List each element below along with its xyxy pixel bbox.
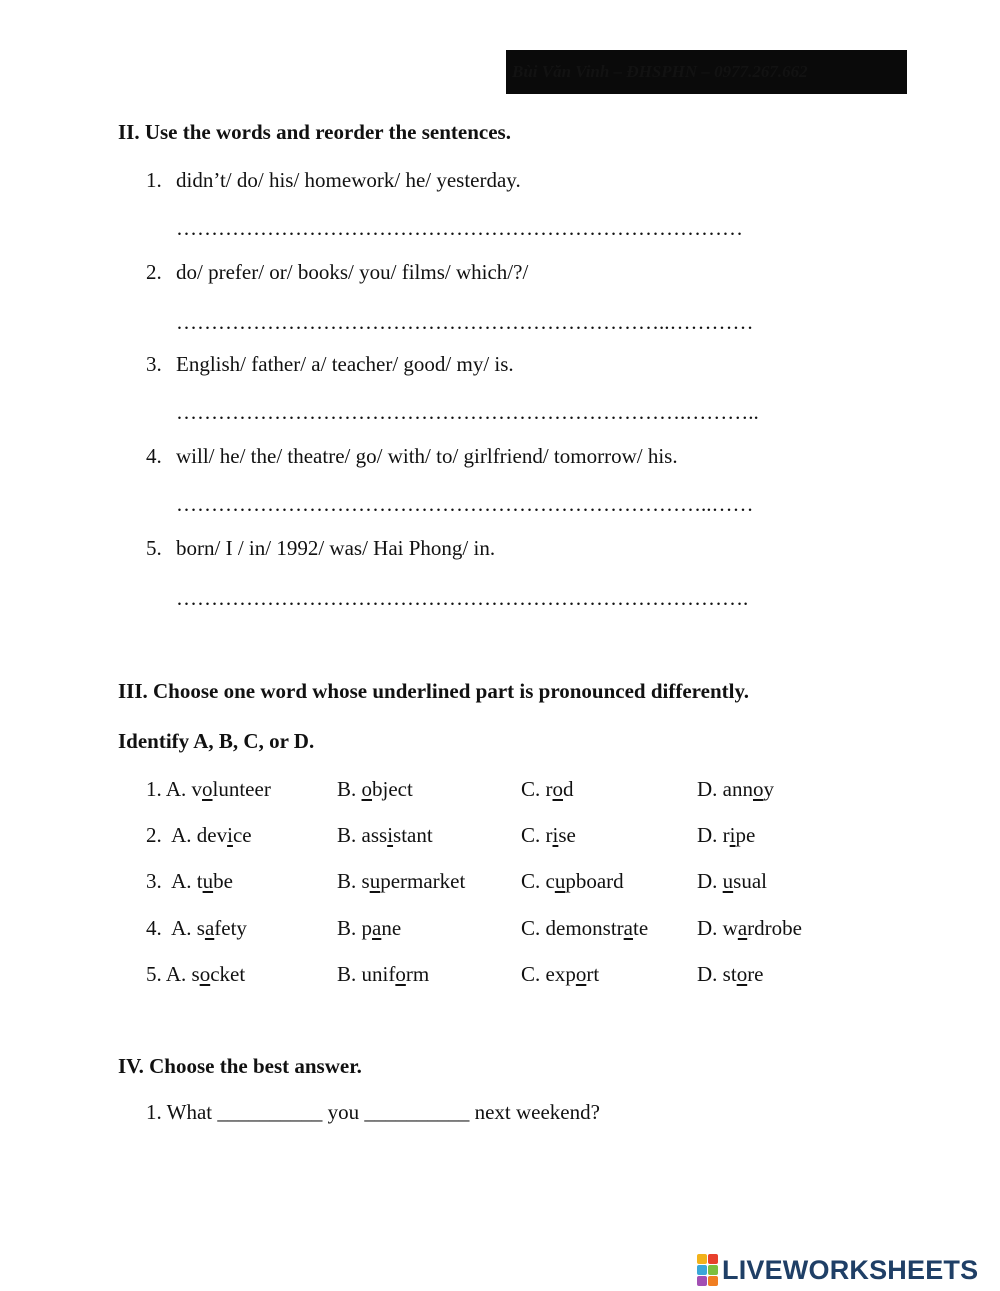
liveworksheets-logo-text: LIVEWORKSHEETS [722, 1254, 979, 1285]
pron-q1-option-b[interactable]: B. object [337, 777, 413, 801]
reorder-item-text: didn’t/ do/ his/ homework/ he/ yesterday. [176, 168, 521, 192]
pron-q3-option-a[interactable]: 3. A. tube [146, 869, 233, 893]
pron-q3-option-d[interactable]: D. usual [697, 869, 767, 893]
answer-line-3[interactable]: ……………………………………………………………….……….. [176, 400, 759, 424]
reorder-item-5: 5. born/ I / in/ 1992/ was/ Hai Phong/ in. [146, 536, 496, 560]
section-4-title: IV. Choose the best answer. [118, 1054, 362, 1078]
pron-q4-option-d[interactable]: D. wardrobe [697, 916, 802, 940]
answer-line-2[interactable]: ……………………………………………………………..………… [176, 310, 754, 334]
pron-q4-option-c[interactable]: C. demonstrate [521, 916, 649, 940]
reorder-item-1: 1. didn’t/ do/ his/ homework/ he/ yesterday. [146, 168, 521, 192]
pron-q2-option-d[interactable]: D. ripe [697, 823, 756, 847]
reorder-item-3: 3. English/ father/ a/ teacher/ good/ my/ is. [146, 352, 514, 376]
pron-q5-option-b[interactable]: B. uniform [337, 962, 430, 986]
pron-q2-option-a[interactable]: 2. A. device [146, 823, 252, 847]
section-2-title: II. Use the words and reorder the sentences. [118, 120, 511, 144]
reorder-item-text: do/ prefer/ or/ books/ you/ films/ which/?/ [176, 260, 529, 284]
liveworksheets-logo-icon [697, 1254, 718, 1286]
pron-q1-option-c[interactable]: C. rod [521, 777, 574, 801]
answer-line-4[interactable]: …………………………………………………………………..…… [176, 492, 754, 516]
pron-q2-option-b[interactable]: B. assistant [337, 823, 433, 847]
pron-q1-option-d[interactable]: D. annoy [697, 777, 774, 801]
pron-q5-option-d[interactable]: D. store [697, 962, 764, 986]
pron-q3-option-b[interactable]: B. supermarket [337, 869, 466, 893]
pron-q5-option-a[interactable]: 5. A. socket [146, 962, 246, 986]
pron-q1-option-a[interactable]: 1. A. volunteer [146, 777, 271, 801]
reorder-item-text: born/ I / in/ 1992/ was/ Hai Phong/ in. [176, 536, 496, 560]
pron-q2-option-c[interactable]: C. rise [521, 823, 576, 847]
section-3-instruction: Identify A, B, C, or D. [118, 729, 315, 753]
pron-q4-option-b[interactable]: B. pane [337, 916, 402, 940]
reorder-item-text: English/ father/ a/ teacher/ good/ my/ is. [176, 352, 514, 376]
author-header-box [506, 50, 907, 94]
answer-line-5[interactable]: ………………………………………………………………………. [176, 586, 749, 610]
answer-line-1[interactable]: ……………………………………………………………………… [176, 216, 743, 240]
pron-q3-option-c[interactable]: C. cupboard [521, 869, 624, 893]
reorder-item-text: will/ he/ the/ theatre/ go/ with/ to/ girlfriend/ tomorrow/ his. [176, 444, 678, 468]
reorder-item-4: 4. will/ he/ the/ theatre/ go/ with/ to/ girlfriend/ tomorrow/ his. [146, 444, 678, 468]
choose-question-1: 1. What __________ you __________ next weekend? [146, 1100, 600, 1124]
pron-q5-option-c[interactable]: C. export [521, 962, 600, 986]
section-3-title: III. Choose one word whose underlined part is pronounced differently. [118, 679, 750, 703]
reorder-item-2: 2. do/ prefer/ or/ books/ you/ films/ which/?/ [146, 260, 529, 284]
liveworksheets-logo [697, 1253, 978, 1287]
pron-q4-option-a[interactable]: 4. A. safety [146, 916, 247, 940]
author-line: Bùi Văn Vinh – ĐHSPHN – 0977.267.662 [512, 62, 808, 81]
